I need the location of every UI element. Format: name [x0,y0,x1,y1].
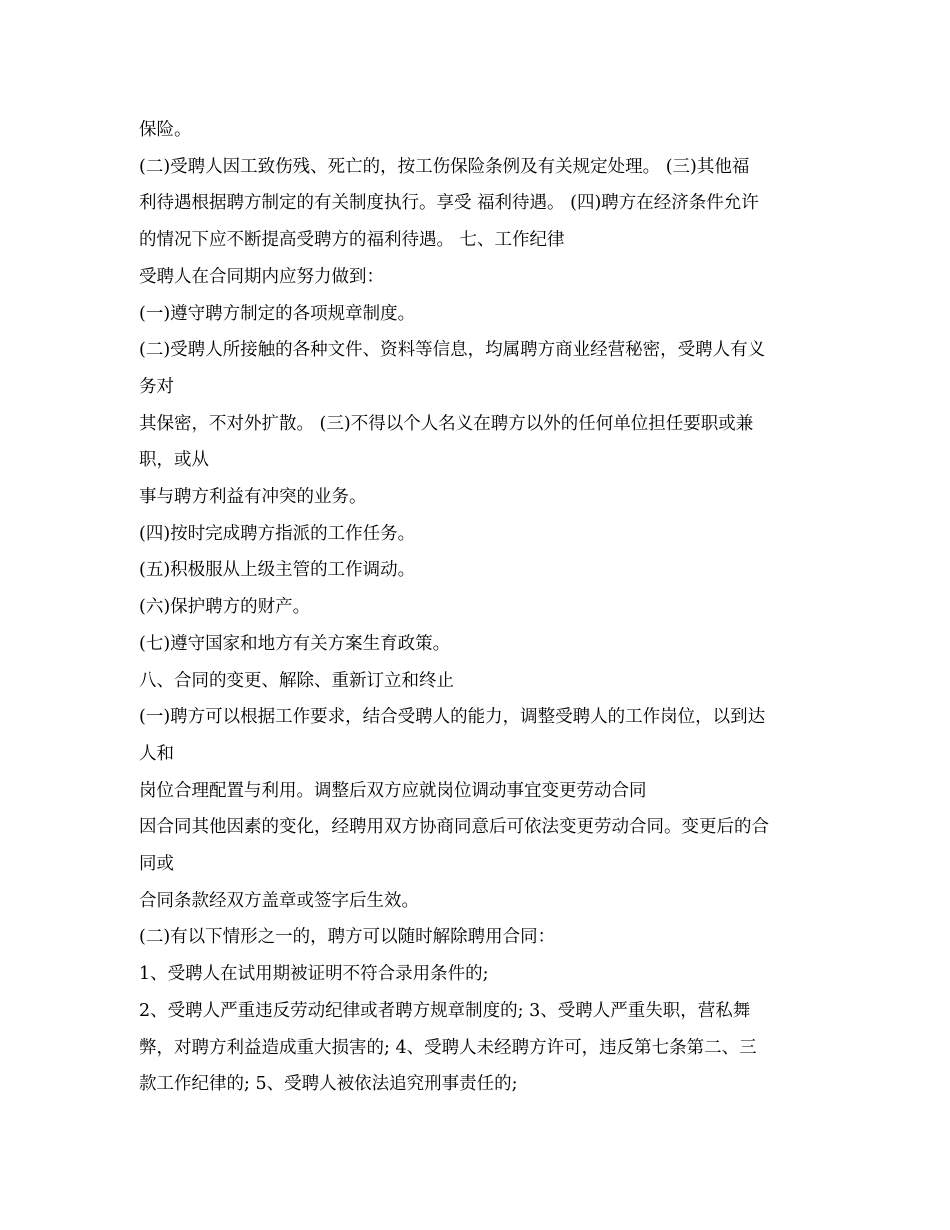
text-line: 职，或从 [139,450,209,471]
document-body [139,112,829,1103]
text-line: 利待遇根据聘方制定的有关制度执行。享受 福利待遇。 (四)聘方在经济条件允许 [139,193,759,214]
text-line: 事与聘方利益有冲突的业务。 [139,487,367,508]
text-line: 2、受聘人严重违反劳动纪律或者聘方规章制度的; 3、受聘人严重失职，营私舞 [139,1000,751,1021]
text-line: 岗位合理配置与利用。调整后双方应就岗位调动事宜变更劳动合同 [139,780,647,801]
text-line: (一)遵守聘方制定的各项规章制度。 [139,303,416,324]
text-line: (二)受聘人因工致伤残、死亡的，按工伤保险条例及有关规定处理。 (三)其他福 [139,156,750,177]
text-line: 的情况下应不断提高受聘方的福利待遇。 七、工作纪律 [139,230,565,251]
text-line: 其保密，不对外扩散。 (三)不得以个人名义在聘方以外的任何单位担任要职或兼 [139,413,754,434]
text-line: (五)积极服从上级主管的工作调动。 [139,560,416,581]
text-line: (二)有以下情形之一的，聘方可以随时解除聘用合同： [139,927,556,948]
text-line: 款工作纪律的; 5、受聘人被依法追究刑事责任的; [139,1074,518,1095]
text-line: 1、受聘人在试用期被证明不符合录用条件的; [139,964,489,985]
text-line: 保险。 [139,120,192,140]
text-line: (七)遵守国家和地方有关方案生育政策。 [139,633,451,654]
text-line: 同或 [139,854,174,875]
section-heading: 八、合同的变更、解除、重新订立和终止 [139,670,454,691]
text-line: (二)受聘人所接触的各种文件、资料等信息，均属聘方商业经营秘密，受聘人有义 [139,340,766,361]
text-line: (四)按时完成聘方指派的工作任务。 [139,523,416,544]
text-line: (一)聘方可以根据工作要求，结合受聘人的能力，调整受聘人的工作岗位，以到达 [139,707,766,728]
text-line: 人和 [139,743,174,764]
text-line: 因合同其他因素的变化，经聘用双方协商同意后可依法变更劳动合同。变更后的合 [139,817,769,838]
text-line: 弊，对聘方利益造成重大损害的; 4、受聘人未经聘方许可，违反第七条第二、三 [139,1037,757,1058]
text-line: 受聘人在合同期内应努力做到： [139,266,384,287]
text-line: (六)保护聘方的财产。 [139,597,311,618]
text-line: 合同条款经双方盖章或签字后生效。 [139,890,419,911]
text-line: 务对 [139,376,174,397]
